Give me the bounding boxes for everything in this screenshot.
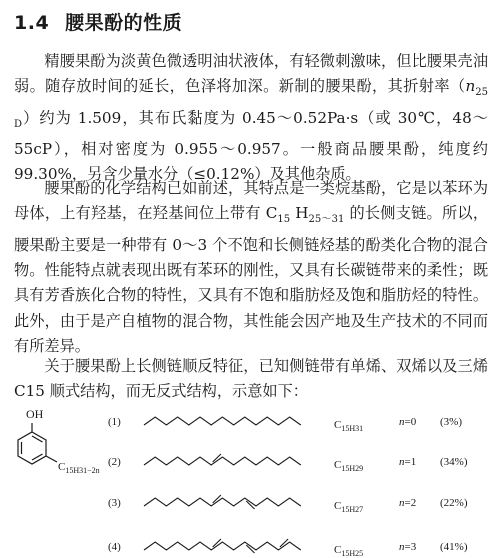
refractive-index-symbol: n xyxy=(465,77,476,96)
unsaturation-count: n=0 xyxy=(399,416,417,428)
side-chain-list xyxy=(108,416,468,558)
chain-index: (4) xyxy=(108,541,121,553)
chain-index: (1) xyxy=(108,416,121,428)
carbon-chain-line xyxy=(144,457,301,465)
chain-formula: $C_{15H31}$ xyxy=(334,419,364,433)
carbon-chain-line xyxy=(144,498,301,506)
benzene-ring-icon xyxy=(18,423,57,464)
chain-percentage: (22%) xyxy=(440,497,468,509)
carbon-chain-line xyxy=(144,417,301,425)
hydroxyl-label: OH xyxy=(26,407,44,421)
unsaturation-count: n=3 xyxy=(399,541,417,553)
chain-percentage: (34%) xyxy=(440,456,468,468)
p2-text-b: H xyxy=(290,204,309,223)
chain-formula: $C_{15H27}$ xyxy=(334,500,364,514)
p2-text-a: 腰果酚的化学结构已如前述，其特点是一类烷基酚，它是以苯环为母体，上有羟基，在羟基间位上带有 C xyxy=(14,179,488,223)
p1-text-b: ）约为 1.509，其布氏黏度为 0.45～0.52Pa·s（或 30℃，48～55cP），相对密度为 0.955～0.957。一般商品腰果酚，纯度约 99.30%，另含少量水分（≤0.12%）及其他杂质。 xyxy=(14,108,488,184)
unsaturation-count: n=1 xyxy=(399,456,417,468)
p1-text-a: 精腰果酚为淡黄色微透明油状液体，有轻微刺激味，但比腰果壳油弱。随存放时间的延长，色泽将加深。新制的腰果酚，其折射率（ xyxy=(14,52,488,96)
chain-percentage: (3%) xyxy=(440,416,462,428)
chain-percentage: (41%) xyxy=(440,541,468,553)
refractive-index-subsup: 25 D xyxy=(14,87,488,130)
p2-sub-1: 15 xyxy=(277,214,291,226)
carbon-chain-line xyxy=(144,542,301,550)
p2-sub-2: 25～31 xyxy=(308,214,345,226)
p3-text: 关于腰果酚上长侧链顺反特征，已知侧链带有单烯、双烯以及三烯 C15 顺式结构，而无反式结构，示意如下： xyxy=(14,357,488,401)
p2-text-c: 的长侧支链。所以，腰果酚主要是一种带有 0～3 个不饱和长侧链烃基的酚类化合物的混合物。性能特点就表现出既有苯环的刚性，又具有长碳链带来的柔性；既具有芳香族化合物的特性，又具有不饱和脂肪烃及饱和脂肪烃的特性。此外，由于是产自植物的混合物，其性能会因产地及生产技术的不同而有所差异。 xyxy=(14,204,489,355)
chain-index: (2) xyxy=(108,456,121,468)
chain-formula: $C_{15H29}$ xyxy=(334,459,364,473)
chain-formula: $C_{15H25}$ xyxy=(334,544,364,558)
section-number: 1.4 xyxy=(14,12,50,34)
unsaturation-count: n=2 xyxy=(399,497,417,509)
section-title: 腰果酚的性质 xyxy=(65,12,183,34)
chain-index: (3) xyxy=(108,497,121,509)
side-chain-label: $C_{15H31-2n}$ xyxy=(58,461,100,475)
